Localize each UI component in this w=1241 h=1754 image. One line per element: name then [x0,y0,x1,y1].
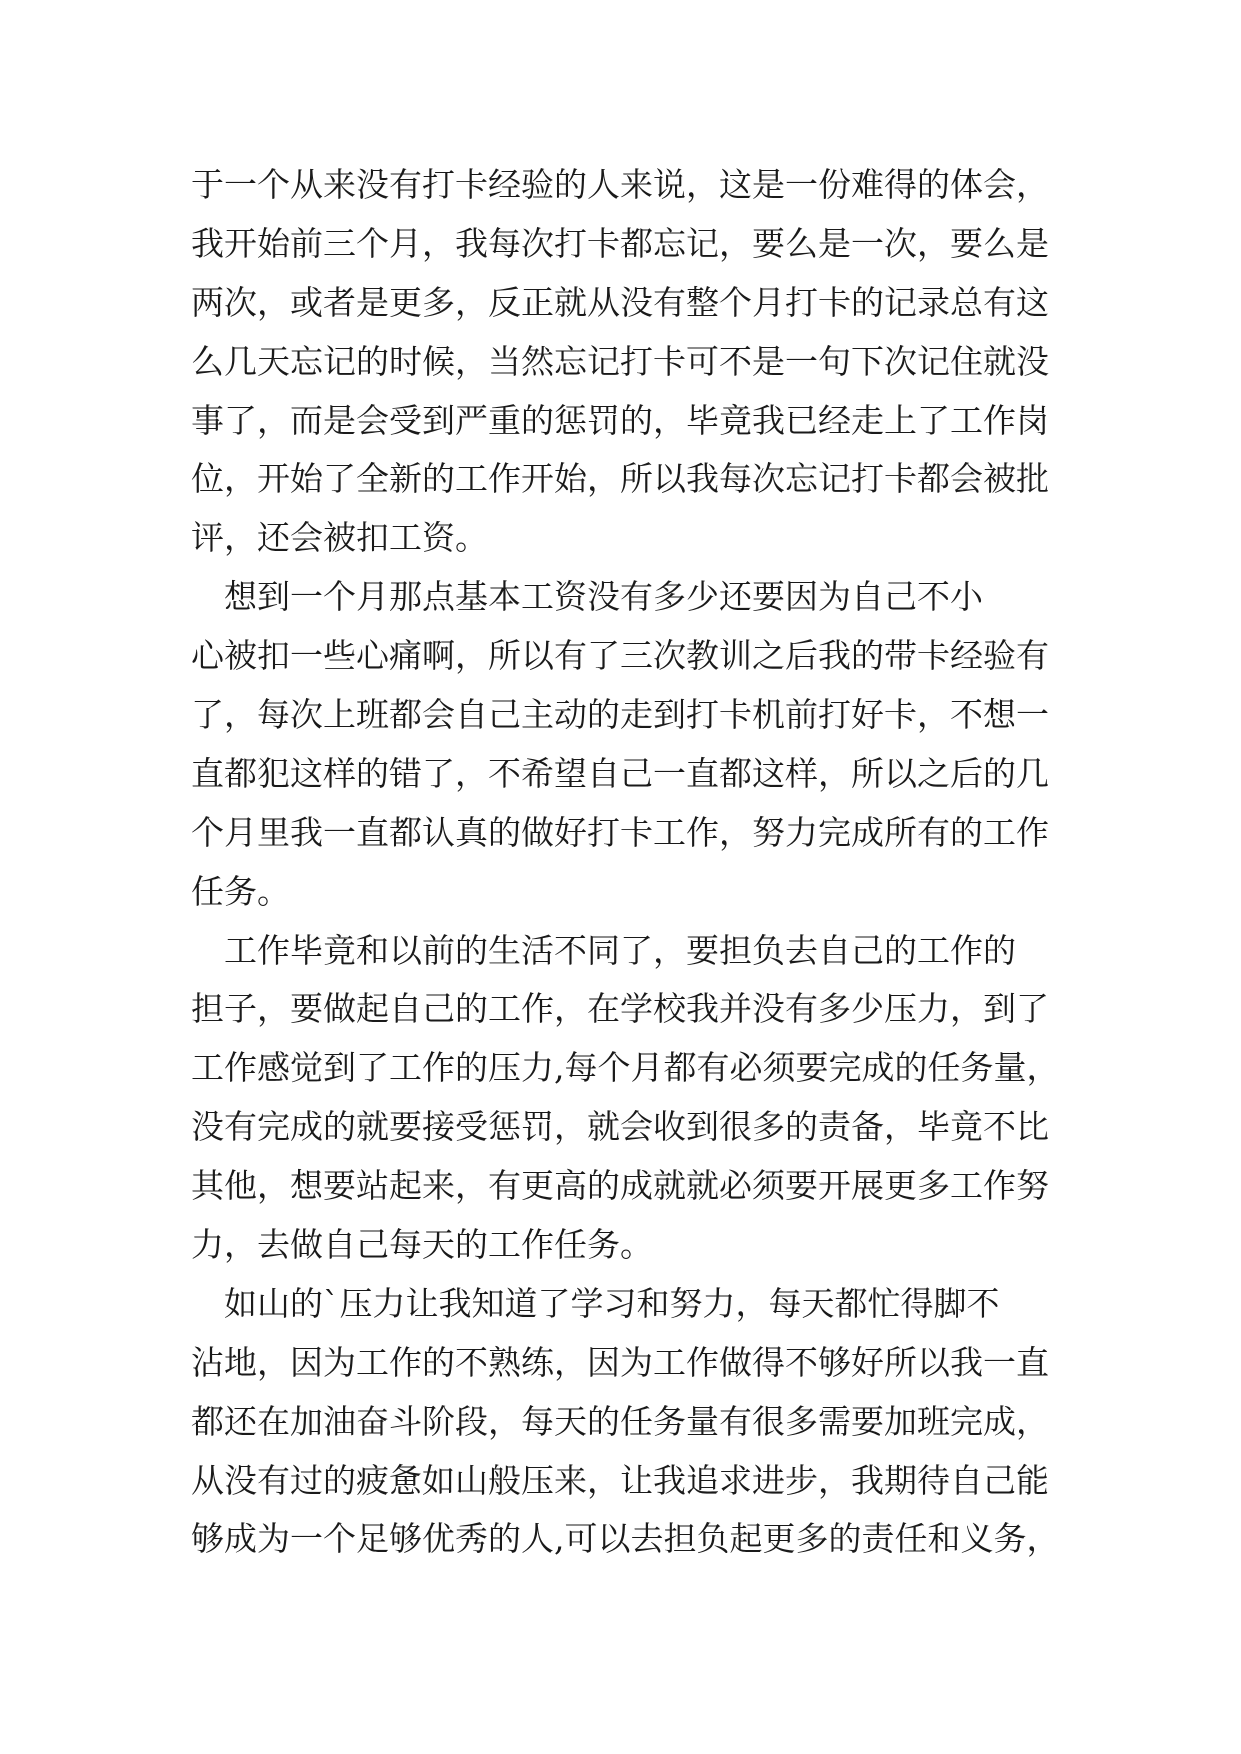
text-line: 事了，而是会受到严重的惩罚的，毕竟我已经走上了工作岗 [191,400,1049,440]
text-line: 其他，想要站起来，有更高的成就就必须要开展更多工作努 [191,1166,1049,1206]
paragraph-4 [191,1275,1060,1569]
text-line: 力，去做自己每天的工作任务。 [191,1225,653,1265]
text-line: 任务。 [191,871,290,911]
text-line: 么几天忘记的时候，当然忘记打卡可不是一句下次记住就没 [191,341,1049,381]
text-line: 都还在加油奋斗阶段，每天的任务量有很多需要加班完成， [191,1401,1049,1441]
text-line: 两次，或者是更多，反正就从没有整个月打卡的记录总有这 [191,282,1049,322]
text-line: 个月里我一直都认真的做好打卡工作，努力完成所有的工作 [191,812,1049,852]
text-line: 如山的`压力让我知道了学习和努力，每天都忙得脚不 [191,1283,1000,1323]
text-line: 直都犯这样的错了，不希望自己一直都这样，所以之后的几 [191,753,1049,793]
text-line: 担子，要做起自己的工作，在学校我并没有多少压力，到了 [191,989,1049,1029]
text-line: 想到一个月那点基本工资没有多少还要因为自己不小 [191,577,983,617]
text-line: 于一个从来没有打卡经验的人来说，这是一份难得的体会， [191,165,1049,204]
text-line: 从没有过的疲惫如山般压来，让我追求进步，我期待自己能 [191,1460,1049,1500]
text-line: 了，每次上班都会自己主动的走到打卡机前打好卡，不想一 [191,695,1049,735]
text-line: 位，开始了全新的工作开始，所以我每次忘记打卡都会被批 [191,459,1049,499]
text-line: 够成为一个足够优秀的人,可以去担负起更多的责任和义务， [191,1519,1060,1559]
paragraph-1 [191,156,1053,568]
paragraph-2 [191,568,1053,921]
text-line: 心被扣一些心痛啊，所以有了三次教训之后我的带卡经验有 [191,636,1049,676]
text-line: 工作感觉到了工作的压力,每个月都有必须要完成的任务量， [191,1048,1060,1088]
text-line: 没有完成的就要接受惩罚，就会收到很多的责备，毕竟不比 [191,1107,1049,1147]
text-line: 我开始前三个月，我每次打卡都忘记，要么是一次，要么是 [191,223,1049,263]
text-line: 评，还会被扣工资。 [191,518,488,558]
text-line: 工作毕竟和以前的生活不同了，要担负去自己的工作的 [191,930,1016,970]
document-body [191,156,1060,1569]
paragraph-3 [191,922,1060,1275]
text-line: 沾地，因为工作的不熟练，因为工作做得不够好所以我一直 [191,1342,1049,1382]
